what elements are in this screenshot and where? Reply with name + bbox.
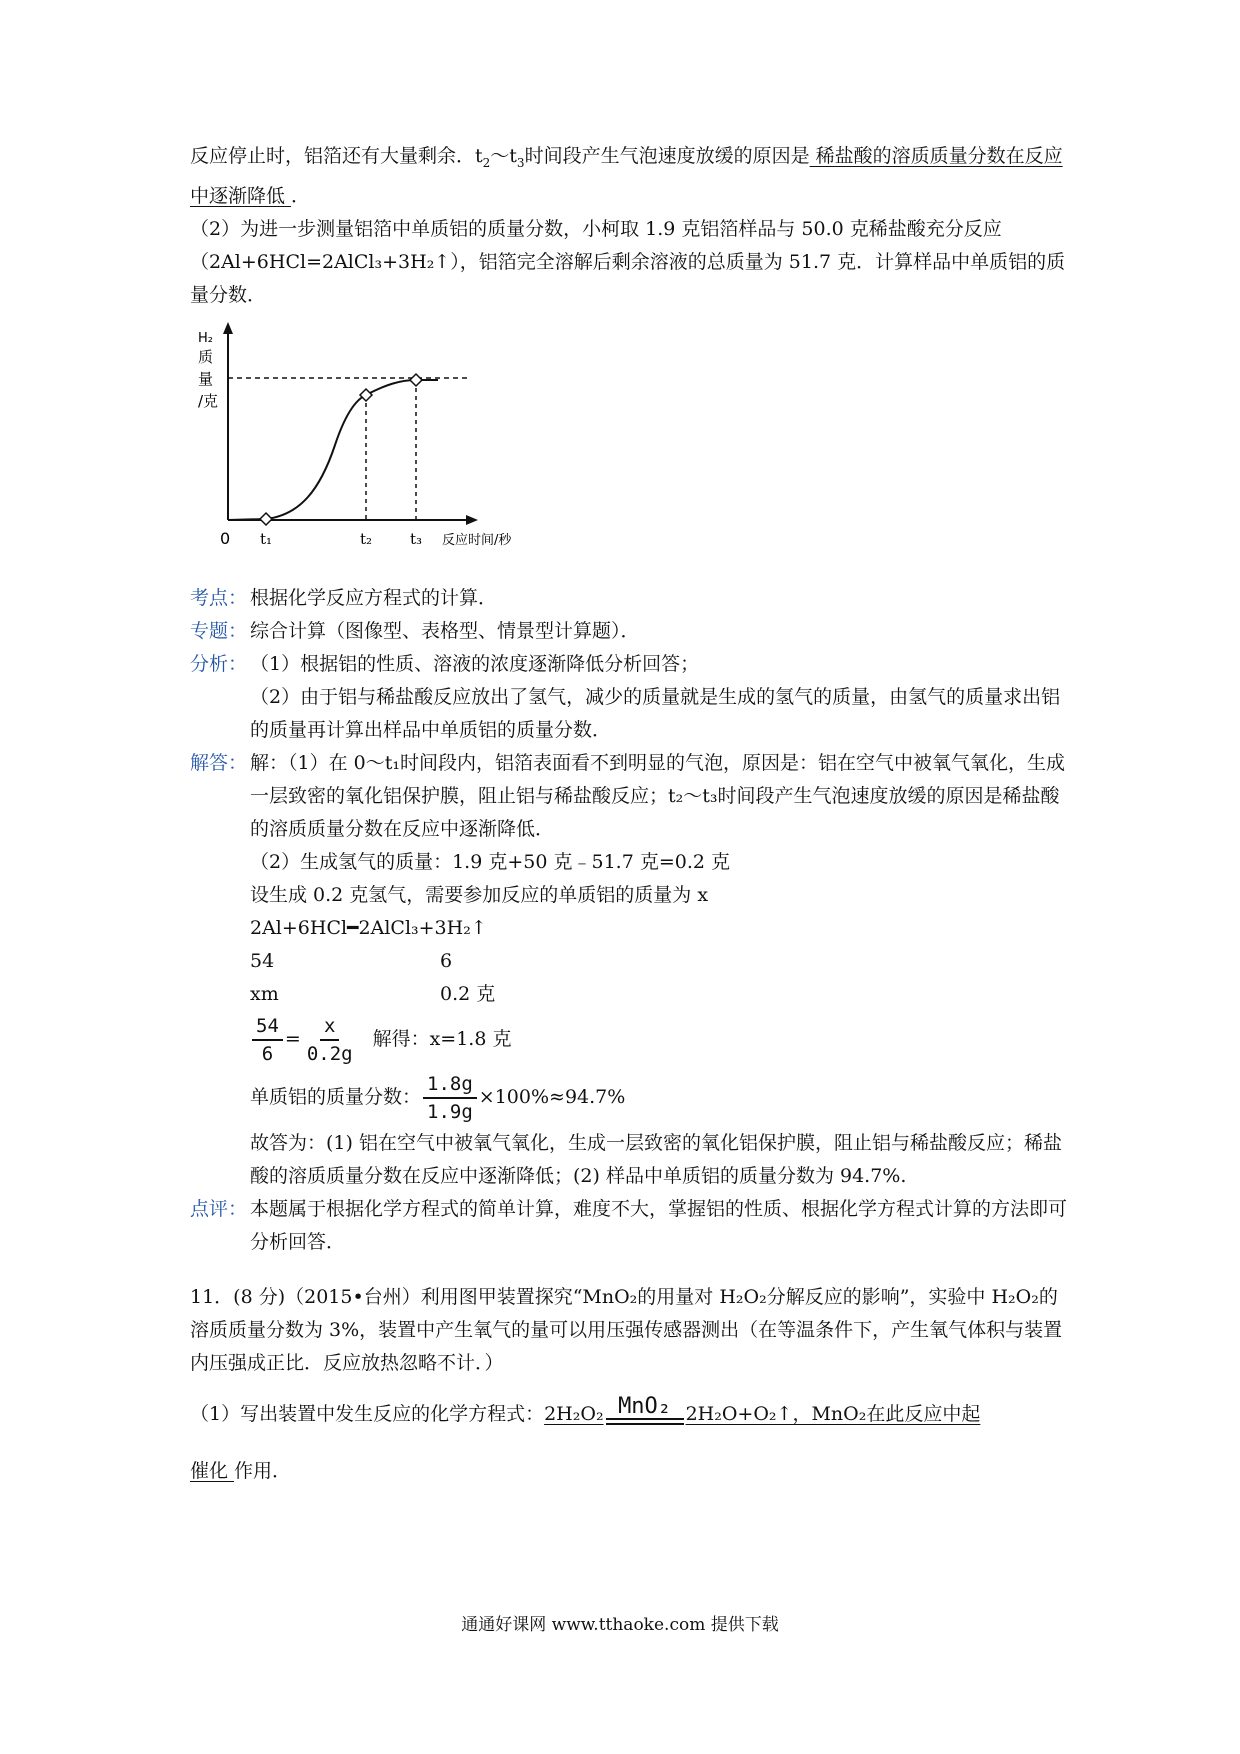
ratio-value: xm [250, 982, 279, 1005]
jieda-part1: 解：（1）在 0～t₁时间段内，铝箔表面看不到明显的气泡，原因是：铝在空气中被氧气氧化，生成一层致密的氧化铝保护膜，阻止铝与稀盐酸反应；t₂～t₃时间段产生气泡速度放缓的原因是稀盐酸的溶质质量分数在反应中逐渐降低． [250, 751, 1065, 840]
zhuanti-label: 专题： [190, 619, 248, 642]
tick-t1: t₁ [260, 529, 273, 548]
solve-text: 解得：x=1.8 克 [372, 1028, 512, 1051]
graph-svg [180, 320, 512, 550]
question-11: 11．(8 分)（2015•台州）利用图甲装置探究“MnO₂的用量对 H₂O₂分解反应的影响”，实验中 H₂O₂的溶质质量分数为 3%，装置中产生氧气的量可以用压强传感器测出（在等温条件下，产生氧气体积与装置内压强成正比．反应放热忽略不计．） [190, 1285, 1063, 1374]
y-label-line1: H₂ [198, 330, 213, 346]
jieda-row [190, 747, 1070, 1193]
zhuanti-text: 综合计算（图像型、表格型、情景型计算题）． [250, 619, 640, 642]
q11-sub1-text: （1）写出装置中发生反应的化学方程式： [190, 1402, 545, 1425]
document-page [190, 140, 1070, 1488]
fraction: $\frac{54}{6}$ [252, 1013, 283, 1067]
catalyst-arrow: MnO₂ [606, 1396, 684, 1431]
t3-marker [410, 374, 422, 386]
t2-marker [360, 389, 372, 401]
answer-blank: 2H₂O+O₂↑ [685, 1402, 793, 1425]
ratio-value: 0.2 克 [440, 982, 496, 1005]
origin-label: 0 [220, 528, 231, 548]
dianping-text: 本题属于根据化学方程式的简单计算，难度不大，掌握铝的性质、根据化学方程式计算的方法即可分析回答． [250, 1197, 1068, 1253]
ratio-row-1 [250, 945, 1070, 978]
jieda-label: 解答： [190, 751, 248, 774]
fenxi-item: （1）根据铝的性质、溶液的浓度逐渐降低分析回答； [250, 652, 700, 675]
tick-t3: t₃ [410, 529, 423, 548]
zhuanti-row [190, 615, 1070, 648]
intro-text: ． [291, 184, 311, 207]
y-label-line4: /克 [198, 391, 219, 410]
q11-sub1-text: ，MnO₂在此反应中起 [792, 1402, 981, 1425]
y-axis-arrow [223, 322, 233, 334]
equation: 2Al+6HCl━2AlCl₃+3H₂↑ [250, 916, 487, 939]
dianping-row [190, 1193, 1070, 1259]
q11-sub1-text: 作用． [234, 1459, 292, 1482]
answer-blank: 稀盐酸的溶质质量分数在反应中逐渐降低 [190, 145, 1063, 207]
kaodian-row [190, 582, 1070, 615]
question-2: （2）为进一步测量铝箔中单质铝的质量分数，小柯取 1.9 克铝箔样品与 50.0 克稀盐酸充分反应（2Al+6HCl=2AlCl₃+3H₂↑），铝箔完全溶解后剩余溶液的总质量为 51.7 克．计算样品中单质铝的质量分数． [190, 217, 1066, 306]
y-label-line3: 量 [198, 369, 214, 388]
intro-text: ～t [490, 145, 517, 167]
jieda-part2: （2）生成氢气的质量：1.9 克+50 克﹣51.7 克=0.2 克 [250, 850, 731, 873]
intro-text: 时间段产生气泡速度放缓的原因是 [524, 145, 810, 167]
t1-marker [260, 513, 272, 525]
y-label-line2: 质 [198, 347, 214, 366]
answer-blank: 2H₂O₂ [544, 1402, 604, 1425]
proportion-line: $\frac{54}{6}$ = $\frac{x}{0.2g}$ 解得：x=1.8 克 [250, 1011, 1070, 1069]
ratio-row-2 [250, 978, 1070, 1011]
intro-text: 反应停止时，铝箔还有大量剩余．t [190, 145, 483, 167]
fraction: $\frac{x}{0.2g}$ [306, 1014, 353, 1065]
intro-paragraph: 反应停止时，铝箔还有大量剩余．$t_2\sim t_3$时间段产生气泡速度放缓的原因是 稀盐酸的溶质质量分数在反应中逐渐降低 ． [190, 145, 1063, 207]
fenxi-item: （2）由于铝与稀盐酸反应放出了氢气，减少的质量就是生成的氢气的质量，由氢气的质量求出铝的质量再计算出样品中单质铝的质量分数． [250, 685, 1061, 741]
answer-blank: 催化 [190, 1459, 235, 1482]
pct-label: 单质铝的质量分数： [250, 1086, 422, 1109]
fenxi-label: 分析： [190, 652, 248, 675]
q11-sub1 [190, 1393, 1070, 1431]
dianping-label: 点评： [190, 1197, 248, 1220]
q11-sub1-cont [190, 1455, 1070, 1488]
x-axis-arrow [466, 515, 478, 525]
kaodian-label: 考点： [190, 586, 248, 609]
fraction: $\frac{1.8g}{1.9g}$ [423, 1071, 477, 1125]
pct-tail: ×100%≈94.7% [478, 1086, 626, 1109]
x-axis-label: 反应时间/秒 [442, 532, 512, 548]
tick-t2: t₂ [360, 529, 373, 548]
final-answer: 故答为：(1) 铝在空气中被氧气氧化，生成一层致密的氧化铝保护膜，阻止铝与稀盐酸反应；稀盐酸的溶质质量分数在反应中逐渐降低；(2) 样品中单质铝的质量分数为 94.7%. [250, 1131, 1062, 1187]
page-footer: 通通好课网 www.tthaoke.com 提供下载 [461, 1615, 779, 1635]
reaction-curve [228, 380, 438, 520]
fenxi-row [190, 648, 1070, 747]
h2-mass-graph [190, 320, 1070, 560]
ratio-value: 6 [440, 949, 453, 972]
kaodian-text: 根据化学反应方程式的计算． [250, 586, 498, 609]
jieda-part3: 设生成 0.2 克氢气，需要参加反应的单质铝的质量为 x [250, 883, 709, 906]
percentage-line [250, 1069, 1070, 1127]
ratio-value: 54 [250, 949, 275, 972]
